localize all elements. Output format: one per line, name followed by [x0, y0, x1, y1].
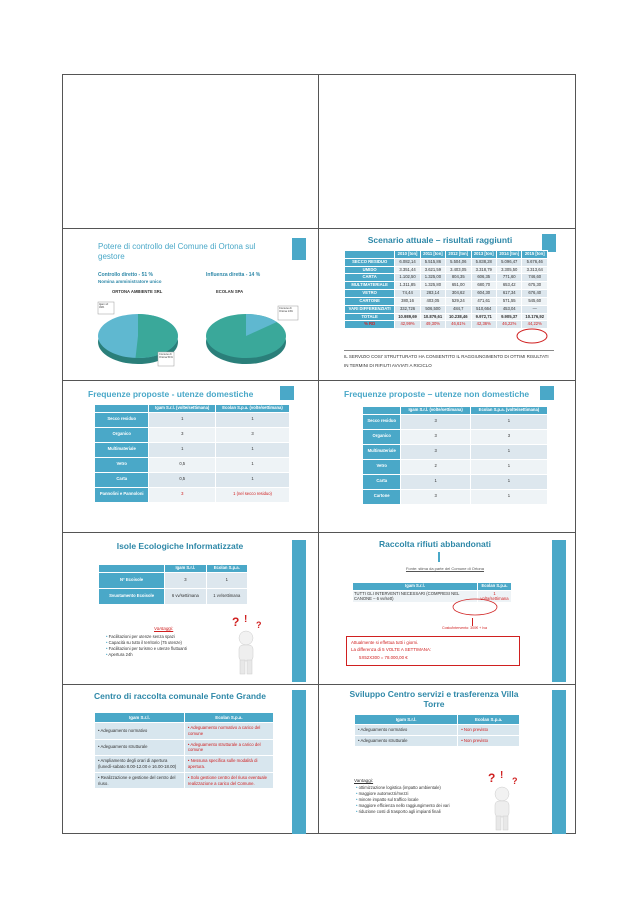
slide-title: Potere di controllo del Comune di Ortona sul gestore: [98, 242, 256, 261]
results-table: [344, 250, 548, 329]
column-header: 2012 [ton]: [446, 251, 471, 259]
slide-scenario: [330, 232, 566, 378]
igam-cell: • Adeguamento strutturale: [355, 735, 458, 746]
table-row: [345, 274, 548, 282]
slide-ecoisole: [84, 536, 306, 682]
list-item: • Facilitazioni per utenze senza spazi: [106, 634, 236, 640]
col-ecolan: Ecolan S.p.a.: [478, 583, 512, 591]
table-cell: 680,70: [471, 282, 496, 290]
row-header: Secco residuo: [95, 412, 149, 427]
table-row: [345, 258, 548, 266]
table-row: [99, 588, 248, 604]
table-cell: 1: [216, 457, 290, 472]
table-cell: 1: [401, 474, 470, 489]
table-cell: 74,44: [395, 290, 420, 298]
table-cell: 746,60: [522, 274, 548, 282]
row-header: Multimateriale: [363, 444, 401, 459]
table-cell: 617,34: [496, 290, 521, 298]
row-header: Vetro: [363, 459, 401, 474]
row-header: Multimateriale: [95, 442, 149, 457]
row-divider-3: [62, 532, 576, 533]
ecolan-cell: • Solo gestione centro del riuso eventuale realizzazione a carico del Comune.: [184, 772, 273, 789]
column-header: Igam S.r.l. (volte/settimana): [149, 405, 216, 413]
table-cell: 3: [401, 414, 470, 429]
column-header: Igam S.r.l. (volte/settimana): [401, 407, 470, 415]
table-cell: 545,60: [522, 297, 548, 305]
table-cell: 5.096,47: [496, 258, 521, 266]
pie-right-title: ECOLAN SPA: [216, 289, 244, 294]
list-item: • ottimizzazione logistica (impatto ambientale): [356, 785, 486, 791]
column-header: Ecolan S.p.a. (volte/settimana): [216, 405, 290, 413]
thinking-figure-icon: [480, 770, 524, 832]
table-row: [95, 427, 290, 442]
row-header: Secco residuo: [363, 414, 401, 429]
table-cell: 5.515,86: [420, 258, 445, 266]
table-cell: 3: [165, 572, 206, 588]
row-header: Carta: [363, 474, 401, 489]
table-row: [95, 739, 274, 756]
header-row: [363, 407, 548, 415]
ecolan-cell: • Non previsto: [458, 725, 520, 736]
table-cell: 0,5: [149, 457, 216, 472]
header-row: [95, 713, 274, 723]
freq-nondomestic-table: [362, 406, 548, 505]
column-header: 2010 [ton]: [395, 251, 420, 259]
column-header: Ecolan S.p.a. (volte/settimana): [470, 407, 547, 415]
row-header: Cartone: [363, 489, 401, 504]
header-row: [355, 715, 520, 725]
table-row: [345, 266, 548, 274]
table-cell: 403,05: [420, 297, 445, 305]
list-item: • minore impatto sul traffico locale: [356, 797, 486, 803]
list-item: • Facilitazioni per turismo e utenze fluttuanti: [106, 646, 236, 652]
control-direct-sub: Nomina amministratore unico: [98, 279, 162, 284]
slide-accent: [280, 386, 294, 400]
slide-accent: [292, 238, 306, 260]
table-cell: 484,7: [446, 305, 471, 313]
column-divider: [318, 74, 319, 834]
slide-title: Frequenze proposte – utenze non domestiche: [344, 389, 530, 399]
table-cell: 6 vv/settimana: [165, 588, 206, 604]
table-cell: 3.403,05: [446, 266, 471, 274]
pie-left-title: ORTONA AMBIENTE SRL: [112, 289, 163, 294]
table-cell: 3.621,59: [420, 266, 445, 274]
table-cell: 1: [216, 472, 290, 487]
table-row: [363, 429, 548, 444]
table-row: [95, 412, 290, 427]
table-cell: 1.325,00: [420, 274, 445, 282]
table-row: [345, 282, 548, 290]
row-header: MULTIMATERIALE: [345, 282, 395, 290]
savings-box: [346, 636, 520, 666]
igam-cell: • Adeguamento normativo: [95, 723, 185, 740]
table-cell: 1: [216, 412, 290, 427]
table-row: [345, 297, 548, 305]
table-row: [345, 313, 548, 321]
column-header: [363, 407, 401, 415]
row-header: SECCO RESIDUO: [345, 258, 395, 266]
slide-title: Raccolta rifiuti abbandonati: [379, 539, 491, 549]
table-cell: 3: [216, 427, 290, 442]
row-header: VETRO: [345, 290, 395, 298]
table-cell: 3.313,64: [522, 266, 548, 274]
row-header: % RD: [345, 321, 395, 329]
row-header: CARTA: [345, 274, 395, 282]
slide-accent-bar: [292, 540, 306, 682]
red-arrow: [472, 618, 473, 626]
table-cell: 676,40: [522, 290, 548, 298]
savings-line-3: 5X52X300 = 78.000,00 €: [359, 654, 408, 660]
table-cell: —: [522, 305, 548, 313]
table-cell: 1 vv/settimana: [206, 588, 247, 604]
table-cell: 283,14: [420, 290, 445, 298]
ecolan-cell: • Adeguamento strutturale a carico del comune: [184, 739, 273, 756]
ecoisole-table: [98, 564, 248, 605]
igam-cell: • Ampliamento degli orari di apertura (lunedì-sabato 8.00-12.00 e 16.00-18.00): [95, 756, 185, 773]
table-cell: 653,42: [496, 282, 521, 290]
table-cell: 1: [149, 442, 216, 457]
column-header: Ecolan S.p.a.: [458, 715, 520, 725]
table-cell: 9.972,71: [471, 313, 496, 321]
table-cell: 3: [149, 487, 216, 502]
table-row: [95, 472, 290, 487]
slide-control: [84, 234, 306, 374]
table-row: [95, 487, 290, 502]
slide-service-center: [330, 688, 566, 834]
table-row: [363, 459, 548, 474]
table-cell: 0,5: [149, 472, 216, 487]
pie-right-tag: Comune di Ortona 14%: [279, 307, 293, 314]
table-cell: 1: [216, 442, 290, 457]
table-row: [95, 442, 290, 457]
table-cell: 10.238,46: [446, 313, 471, 321]
table-cell: 10.989,69: [395, 313, 420, 321]
control-direct-label: Controllo diretto - 51 %: [98, 272, 153, 278]
table-cell: 9.905,37: [496, 313, 521, 321]
savings-line-2: La differenza di 5 VOLTE A SETTIMANA:: [351, 647, 432, 653]
results-note: IL SERVIZIO COSI' STRUTTURATO HA CONSENTITO IL RAGGIUNGIMENTO DI OTTIMI RISULTATI IN TERMINI DI RIFIUTI AVVIATI A RICICLO: [344, 350, 554, 371]
advantages-title: Vantaggi:: [154, 626, 174, 631]
thinking-figure-icon: [224, 614, 268, 676]
down-arrow: [438, 552, 440, 562]
table-cell: 804,35: [446, 274, 471, 282]
column-header: [95, 405, 149, 413]
row-header: Organico: [363, 429, 401, 444]
table-row: [363, 474, 548, 489]
table-cell: 604,30: [471, 290, 496, 298]
pie-left-tag2: Comune di Ortona 51%: [159, 353, 173, 360]
slide-title: Isole Ecologiche Informatizzate: [116, 541, 244, 551]
list-item: • Apertura 24h: [106, 652, 236, 658]
svg-text:!: !: [500, 770, 504, 781]
svg-text:?: ?: [232, 615, 240, 629]
table-cell: 3: [470, 429, 547, 444]
table-cell: 1.102,50: [395, 274, 420, 282]
table-row: [355, 725, 520, 736]
table-cell: 529,24: [446, 297, 471, 305]
header-row: [345, 251, 548, 259]
table-cell: 2: [401, 459, 470, 474]
source-note: Fonte: stima da parte del Comune di Ortona: [405, 566, 485, 571]
cost-note: Costo/intervento: 300€ + Iva: [442, 626, 488, 630]
pie-right: [206, 314, 286, 364]
table-cell: 1: [206, 572, 247, 588]
table-row: [345, 290, 548, 298]
table-cell: 651,00: [446, 282, 471, 290]
svg-text:?: ?: [256, 620, 262, 630]
slide-abandoned-waste: [330, 536, 566, 682]
table-row: [345, 305, 548, 313]
column-header: Igam S.r.l.: [95, 713, 185, 723]
slide-accent-bar: [292, 690, 306, 834]
table-cell: 1: [470, 414, 547, 429]
table-cell: 771,60: [496, 274, 521, 282]
ecolan-cell: • Adeguamento normativo a carico del comune: [184, 723, 273, 740]
table-cell: 42,36%: [471, 321, 496, 329]
ecolan-cell: • Nessuna specifica sulle modalità di apertura.: [184, 756, 273, 773]
table-cell: 46,22%: [496, 321, 521, 329]
row-header: VARI DIFFERENZIATI: [345, 305, 395, 313]
row-divider-2: [62, 380, 576, 381]
table-row: [363, 414, 548, 429]
table-row: [355, 735, 520, 746]
slide-title: Centro di raccolta comunale Fonte Grande: [94, 691, 266, 701]
column-header: 2015 [ton]: [522, 251, 548, 259]
list-item: • maggiore efficienza nello raggiungimento dei vari: [356, 803, 486, 809]
table-cell: 5.676,46: [522, 258, 548, 266]
column-header: Igam S.r.l.: [165, 565, 206, 573]
column-header: Igam S.r.l.: [355, 715, 458, 725]
list-item: • riduzione costi di trasporto agli impianti finali: [356, 809, 486, 815]
advantages-title: Vantaggi:: [354, 778, 374, 783]
freq-domestic-table: [94, 404, 290, 503]
table-cell: 1: [470, 489, 547, 504]
column-header: [345, 251, 395, 259]
advantages-list: [356, 785, 486, 815]
savings-line-1: Attualmente si effettua tutti i giorni.: [351, 640, 419, 645]
table-cell: 380,16: [395, 297, 420, 305]
control-influence-label: Influenza diretta - 14 %: [206, 272, 261, 278]
slide-accent-bar: [552, 690, 566, 834]
table-cell: 332,726: [395, 305, 420, 313]
table-cell: 1: [470, 474, 547, 489]
svg-text:?: ?: [512, 776, 518, 786]
table-cell: 675,30: [522, 282, 548, 290]
header-row: [95, 405, 290, 413]
svg-text:!: !: [244, 614, 248, 625]
table-cell: 49,30%: [420, 321, 445, 329]
table-row: [99, 572, 248, 588]
slide-accent-bar: [552, 540, 566, 682]
column-header: 2014 [ton]: [496, 251, 521, 259]
row-divider-4: [62, 684, 576, 685]
igam-cell: • Realizzazione e gestione del centro del riuso.: [95, 772, 185, 789]
igam-interventions: TUTTI GLI INTERVENTI NECESSARI (COMPRESI NEL CANONE – 6 vv/sett): [353, 590, 478, 603]
table-cell: 5.838,28: [471, 258, 496, 266]
row-header: Carta: [95, 472, 149, 487]
table-cell: 571,55: [496, 297, 521, 305]
list-item: • Capacità su tutto il territorio (75 utenze): [106, 640, 236, 646]
row-header: UMIDO: [345, 266, 395, 274]
table-cell: 1 (nel secco residuo): [216, 487, 290, 502]
slide-freq-nondomestic: [330, 384, 566, 530]
table-cell: 606,35: [471, 274, 496, 282]
svg-text:?: ?: [488, 771, 496, 785]
row-header: CARTONE: [345, 297, 395, 305]
table-cell: 1: [149, 412, 216, 427]
table-row: [363, 444, 548, 459]
slide-accent: [540, 386, 554, 400]
row-header: Pannolini e Pannoloni: [95, 487, 149, 502]
table-cell: 3: [401, 429, 470, 444]
column-header: 2011 [ton]: [420, 251, 445, 259]
pie-left-tag: Igam srl 49%: [99, 303, 109, 310]
table-cell: 46,61%: [446, 321, 471, 329]
table-row: [95, 723, 274, 740]
highlight-circle: [516, 328, 548, 344]
table-cell: 44,22%: [522, 321, 548, 329]
table-cell: 3.318,79: [471, 266, 496, 274]
ecolan-cell: • Non previsto: [458, 735, 520, 746]
table-cell: 3: [401, 489, 470, 504]
table-cell: 5.504,06: [446, 258, 471, 266]
slide-title: Scenario attuale – risultati raggiunti: [367, 235, 513, 245]
table-cell: 3: [401, 444, 470, 459]
column-header: 2013 [ton]: [471, 251, 496, 259]
table-cell: 1: [470, 444, 547, 459]
slide-collection-center: [84, 688, 306, 834]
table-cell: 42,99%: [395, 321, 420, 329]
row-divider-1: [62, 228, 576, 229]
row-header: N° Ecoisole: [99, 572, 165, 588]
table-cell: 10.879,61: [420, 313, 445, 321]
slide-freq-domestic: [84, 384, 306, 530]
table-cell: 510,664: [471, 305, 496, 313]
header-row: [99, 565, 248, 573]
table-cell: 3: [149, 427, 216, 442]
service-center-table: [354, 714, 520, 747]
row-header: Organico: [95, 427, 149, 442]
column-header: Ecolan S.p.a.: [184, 713, 273, 723]
igam-cell: • Adeguamento strutturale: [95, 739, 185, 756]
table-row: [95, 756, 274, 773]
table-row: [95, 772, 274, 789]
ecolan-frequency: 1 volta/settimana: [480, 590, 509, 601]
table-cell: 1.311,85: [395, 282, 420, 290]
table-row: [95, 457, 290, 472]
pie-charts: [88, 296, 306, 374]
row-header: Vetro: [95, 457, 149, 472]
table-cell: 6.082,14: [395, 258, 420, 266]
table-cell: 3.305,50: [496, 266, 521, 274]
table-cell: 471,61: [471, 297, 496, 305]
table-cell: 10.176,92: [522, 313, 548, 321]
table-cell: 506,500: [420, 305, 445, 313]
table-cell: 1: [470, 459, 547, 474]
igam-cell: • Adeguamento normativo: [355, 725, 458, 736]
highlight-circle: [452, 598, 498, 616]
slide-title: Frequenze proposte - utenze domestiche: [88, 389, 254, 399]
row-header: TOTALE: [345, 313, 395, 321]
table-cell: 3.351,44: [395, 266, 420, 274]
table-cell: 304,62: [446, 290, 471, 298]
list-item: • maggiore automezzi/mezzi: [356, 791, 486, 797]
slide-title: Sviluppo Centro servizi e trasferenza Villa Torre: [349, 689, 519, 709]
table-row: [363, 489, 548, 504]
collection-center-table: [94, 712, 274, 789]
column-header: [99, 565, 165, 573]
column-header: Ecolan S.p.a.: [206, 565, 247, 573]
table-cell: 1.325,80: [420, 282, 445, 290]
col-igam: Igam S.r.l.: [353, 583, 478, 591]
row-header: Svuotamento Ecoisole: [99, 588, 165, 604]
table-cell: 453,04: [496, 305, 521, 313]
advantages-list: [106, 634, 236, 658]
